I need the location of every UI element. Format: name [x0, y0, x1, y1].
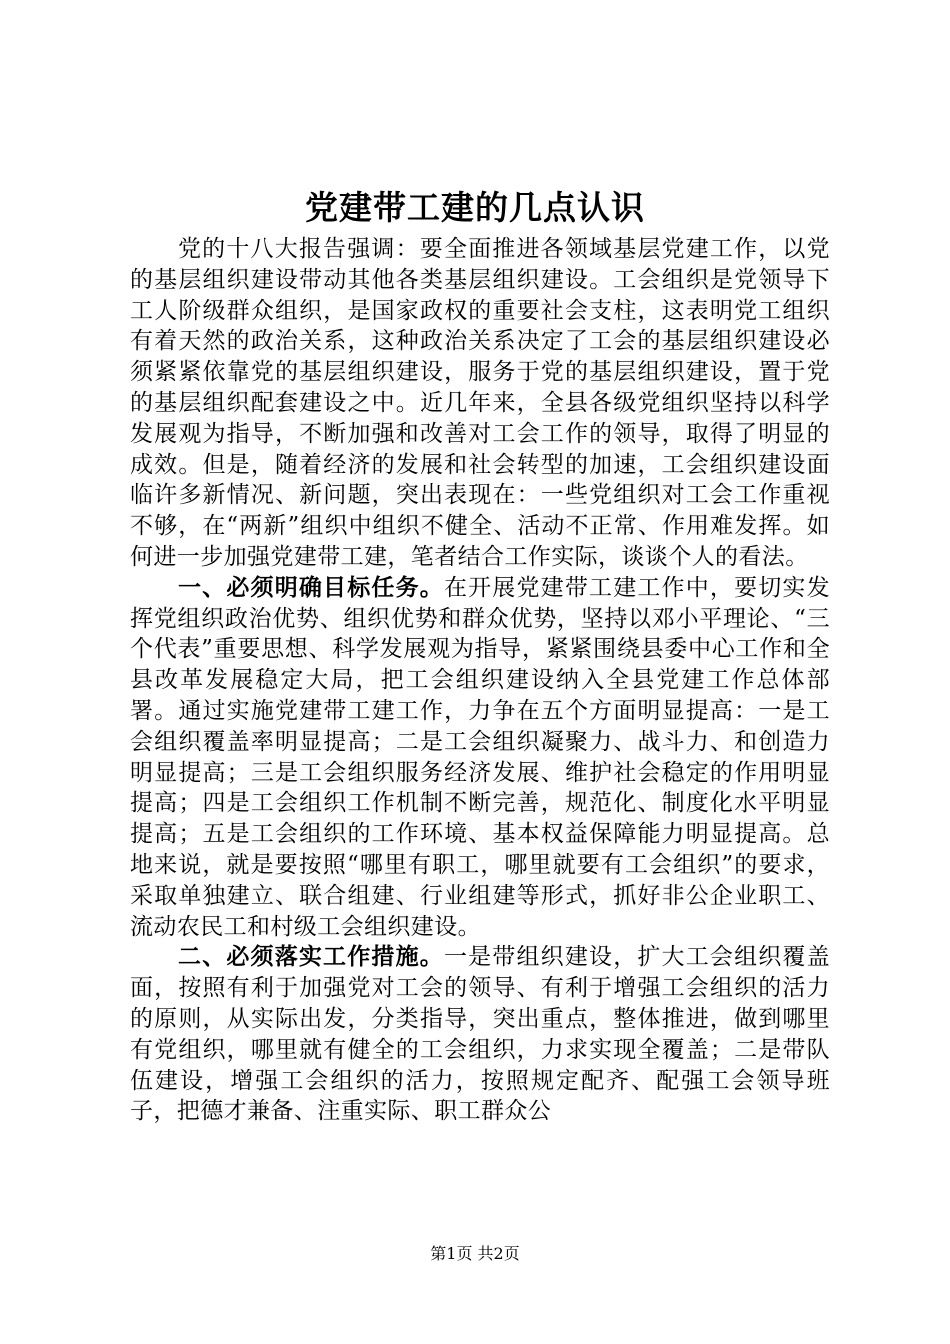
paragraph-text: 党的十八大报告强调：要全面推进各领域基层党建工作，以党的基层组织建设带动其他各类基层组织建设。工会组织是党领导下工人阶级群众组织，是国家政权的重要社会支柱，这表明党工组织有着天然的政治关系，这种政治关系决定了工会的基层组织建设必须紧紧依靠党的基层组织建设，服务于党的基层组织建设，置于党的基层组织配套建设之中。近几年来，全县各级党组织坚持以科学发展观为指导，不断加强和改善对工会工作的领导，取得了明显的成效。但是，随着经济的发展和社会转型的加速，工会组织建设面临许多新情况、新问题，突出表现在：一些党组织对工会工作重视不够，在“两新”组织中组织不健全、活动不正常、作用难发挥。如何进一步加强党建带工建，笔者结合工作实际，谈谈个人的看法。 — [130, 236, 830, 570]
paragraph-section-2 — [130, 942, 830, 1127]
section-heading: 一、必须明确目标任务。 — [178, 573, 444, 601]
section-heading: 二、必须落实工作措施。 — [178, 943, 444, 971]
paragraph-text: 在开展党建带工建工作中，要切实发挥党组织政治优势、组织优势和群众优势，坚持以邓小平理论、“三个代表”重要思想、科学发展观为指导，紧紧围绕县委中心工作和全县改革发展稳定大局，把工会组织建设纳入全县党建工作总体部署。通过实施党建带工建工作，力争在五个方面明显提高：一是工会组织覆盖率明显提高；二是工会组织凝聚力、战斗力、和创造力明显提高；三是工会组织服务经济发展、维护社会稳定的作用明显提高；四是工会组织工作机制不断完善，规范化、制度化水平明显提高；五是工会组织的工作环境、基本权益保障能力明显提高。总地来说，就是要按照“哪里有职工，哪里就要有工会组织”的要求，采取单独建立、联合组建、行业组建等形式，抓好非公企业职工、流动农民工和村级工会组织建设。 — [130, 574, 830, 940]
paragraph-intro — [130, 234, 830, 573]
page-number-footer: 第1页 共2页 — [430, 1244, 520, 1263]
paragraph-text: 一是带组织建设，扩大工会组织覆盖面，按照有利于加强党对工会的领导、有利于增强工会组织的活力的原则，从实际出发，分类指导，突出重点，整体推进，做到哪里有党组织，哪里就有健全的工会组织，力求实现全覆盖；二是带队伍建设，增强工会组织的活力，按照规定配齐、配强工会领导班子，把德才兼备、注重实际、职工群众公 — [130, 944, 830, 1125]
paragraph-section-1 — [130, 573, 830, 943]
document-body — [130, 234, 830, 1127]
document-title: 党建带工建的几点认识 — [305, 188, 645, 227]
